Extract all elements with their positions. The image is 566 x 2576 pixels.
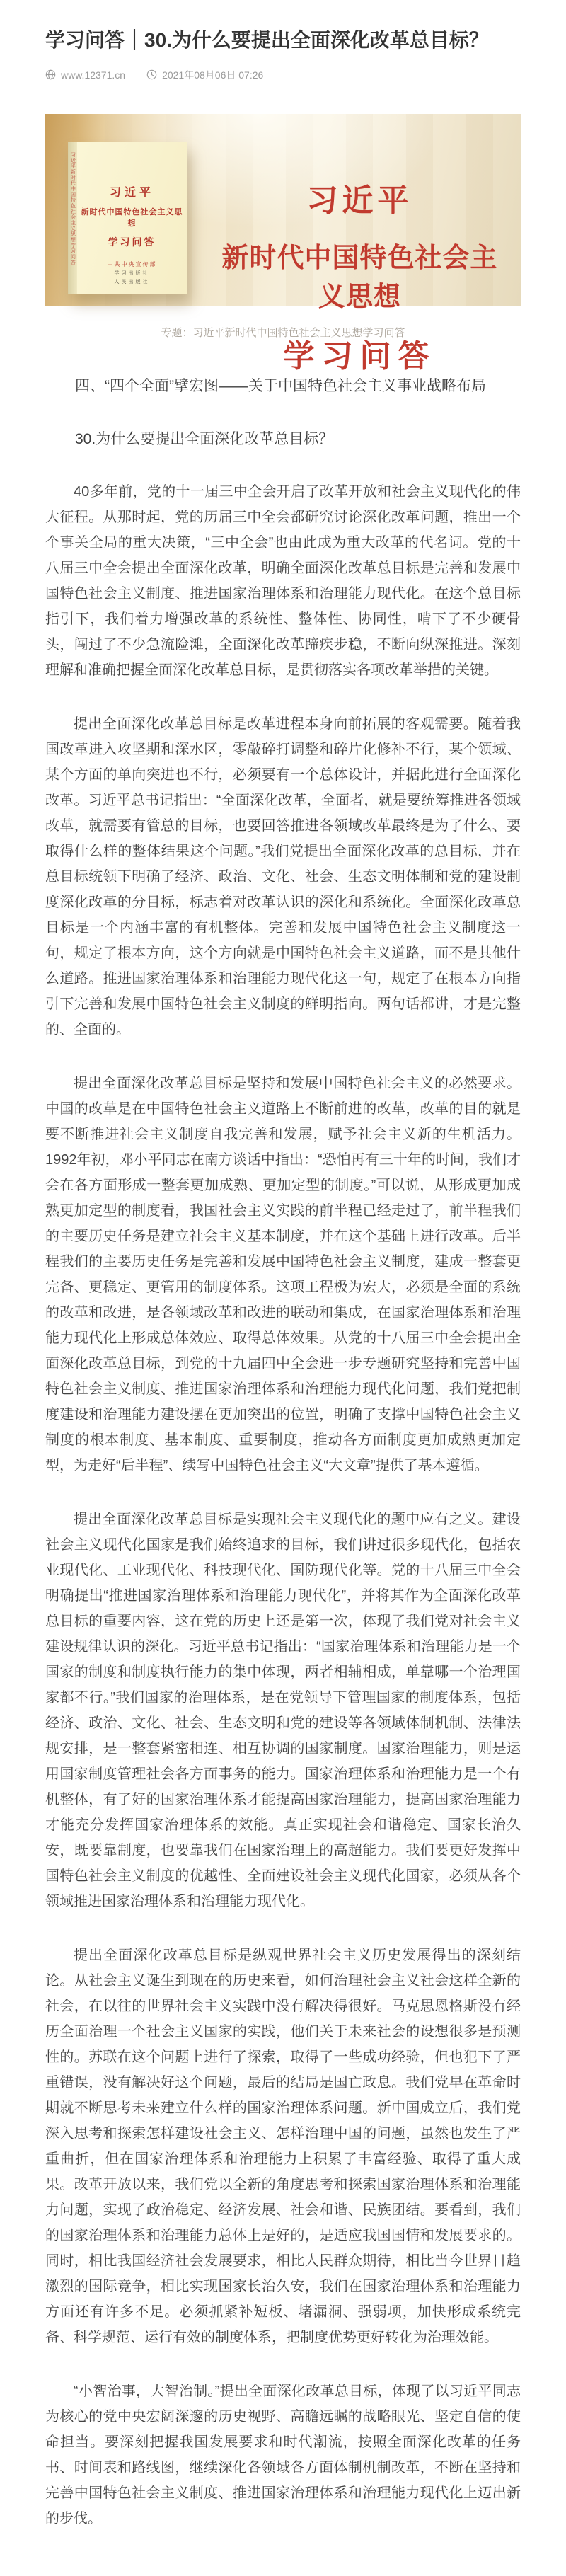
article-paragraph: “小智治事，大智治制。”提出全面深化改革总目标，体现了以习近平同志为核心的党中央宏阔深邃的历史视野、高瞻远瞩的战略眼光、坚定自信的使命担当。要深刻把握我国发展要求和时代潮流，按照全面深化改革的任务书、时间表和路线图，继续深化各领域各方面体制机制改革，不断在坚持和完善中国特色社会主义制度、推进国家治理体系和治理能力现代化上迈出新的步伐。 xyxy=(45,2383,521,2526)
book-cover-illustration xyxy=(68,142,187,294)
banner-headline xyxy=(212,175,508,376)
book-cover-title-line1: 习近平 xyxy=(109,186,154,199)
page-title: 学习问答｜30.为什么要提出全面深化改革总目标？ xyxy=(45,29,489,51)
meta-source xyxy=(45,69,125,81)
meta-source-text: www.12371.cn xyxy=(61,69,126,81)
meta-datetime xyxy=(146,68,263,82)
banner-headline-line2: 新时代中国特色社会主义思想 xyxy=(221,243,498,312)
book-cover-press: 中共中央宣传部 xyxy=(107,260,157,268)
banner-headline-line1: 习近平 xyxy=(306,183,413,218)
article-paragraph: 提出全面深化改革总目标是实现社会主义现代化的题中应有之义。建设社会主义现代化国家是我们始终追求的目标，我们讲过很多现代化，包括农业现代化、工业现代化、科技现代化、国防现代化等。党的十八届三中全会明确提出“推进国家治理体系和治理能力现代化”，并将其作为全面深化改革总目标的重要内容，这在党的历史上还是第一次，体现了我们党对社会主义建设规律认识的深化。习近平总书记指出：“国家治理体系和治理能力是一个国家的制度和制度执行能力的集中体现，两者相辅相成，单靠哪一个治理国家都不行。”我们国家的治理体系，是在党领导下管理国家的制度体系，包括经济、政治、文化、社会、生态文明和党的建设等各领域体制机制、法律法规安排，是一整套紧密相连、相互协调的国家制度。国家治理能力，则是运用国家制度管理社会各方面事务的能力。国家治理体系和治理能力是一个有机整体，有了好的国家治理体系才能提高国家治理能力，提高国家治理能力才能充分发挥国家治理体系的效能。真正实现社会和谐稳定、国家长治久安，既要靠制度，也要靠我们在国家治理上的高超能力。我们要更好发挥中国特色社会主义制度的优越性、全面建设社会主义现代化国家，必须从各个领域推进国家治理体系和治理能力现代化。 xyxy=(45,1511,521,1909)
book-cover-publisher xyxy=(77,270,187,285)
section-heading: 四、“四个全面”擘宏图——关于中国特色社会主义事业战略布局 xyxy=(75,377,486,394)
article-paragraph: 提出全面深化改革总目标是坚持和发展中国特色社会主义的必然要求。中国的改革是在中国特色社会主义道路上不断前进的改革，改革的目的就是要不断推进社会主义制度自我完善和发展，赋予社会主义新的生机活力。1992年初，邓小平同志在南方谈话中指出：“恐怕再有三十年的时间，我们才会在各方面形成一整套更加成熟、更加定型的制度。”可以说，从形成更加成熟更加定型的制度看，我国社会主义实践的前半程已经走过了，前半程我们的主要历史任务是建立社会主义基本制度，并在这个基础上进行改革。后半程我们的主要历史任务是完善和发展中国特色社会主义制度，建成一整套更完备、更稳定、更管用的制度体系。这项工程极为宏大，必须是全面的系统的改革和改进，是各领域改革和改进的联动和集成，在国家治理体系和治理能力现代化上形成总体效应、取得总体效果。从党的十八届三中全会提出全面深化改革总目标，到党的十九届四中全会进一步专题研究坚持和完善中国特色社会主义制度、推进国家治理体系和治理能力现代化问题，我们党把制度建设和治理能力建设摆在更加突出的位置，明确了支撑中国特色社会主义制度的根本制度、基本制度、重要制度，推动各方面制度更加成熟更加定型，为走好“后半程”、续写中国特色社会主义“大文章”提供了基本遵循。 xyxy=(45,1075,521,1473)
globe-icon xyxy=(45,69,56,80)
book-spine xyxy=(68,142,77,294)
article-paragraph: 提出全面深化改革总目标是纵观世界社会主义历史发展得出的深刻结论。从社会主义诞生到现在的历史来看，如何治理社会主义社会这样全新的社会，在以往的世界社会主义实践中没有解决得很好。马克思恩格斯没有经历全面治理一个社会主义国家的实践，他们关于未来社会的设想很多是预测性的。苏联在这个问题上进行了探索，取得了一些成功经验，但也犯下了严重错误，没有解决好这个问题，最后的结局是国亡政息。我们党早在革命时期就不断思考未来建立什么样的国家治理体系问题。新中国成立后，我们党深入思考和探索怎样建设社会主义、怎样治理中国的问题，虽然也发生了严重曲折，但在国家治理体系和治理能力上积累了丰富经验、取得了重大成果。改革开放以来，我们党以全新的角度思考和探索国家治理体系和治理能力问题，实现了政治稳定、经济发展、社会和谐、民族团结。要看到，我们的国家治理体系和治理能力总体上是好的，是适应我国国情和发展要求的。同时，相比我国经济社会发展要求，相比人民群众期待，相比当今世界日趋激烈的国际竞争，相比实现国家长治久安，我们在国家治理体系和治理能力方面还有许多不足。必须抓紧补短板、堵漏洞、强弱项，加快形成系统完备、科学规范、运行有效的制度体系，把制度优势更好转化为治理效能。 xyxy=(45,1947,521,2345)
book-cover-title-line2: 新时代中国特色社会主义思想 xyxy=(81,207,183,228)
article-paragraph: 提出全面深化改革总目标是改革进程本身向前拓展的客观需要。随着我国改革进入攻坚期和深水区，零敲碎打调整和碎片化修补不行，某个领域、某个方面的单向突进也不行，必须要有一个总体设计，并据此进行全面深化改革。习近平总书记指出：“全面深化改革，全面者，就是要统筹推进各领域改革，就需要有管总的目标，也要回答推进各领域改革最终是为了什么、要取得什么样的整体结果这个问题。”我们党提出全面深化改革的总目标，并在总目标统领下明确了经济、政治、文化、社会、生态文明体制和党的建设制度深化改革的分目标，标志着对改革认识的深化和系统化。全面深化改革总目标是一个内涵丰富的有机整体。完善和发展中国特色社会主义制度这一句，规定了根本方向，这个方向就是中国特色社会主义道路，而不是其他什么道路。推进国家治理体系和治理能力现代化这一句，规定了在根本方向指引下完善和发展中国特色社会主义制度的鲜明指向。两句话都讲，才是完整的、全面的。 xyxy=(45,715,521,1037)
banner-caption: 专题：习近平新时代中国特色社会主义思想学习问答 xyxy=(161,326,405,339)
banner-headline-line3: 学习问答 xyxy=(283,338,437,374)
book-front-cover xyxy=(77,142,187,294)
clock-icon xyxy=(146,69,157,80)
article-meta xyxy=(45,68,521,82)
book-spine-text: 习近平新时代中国特色社会主义思想学习问答 xyxy=(70,151,76,265)
book-publisher-line2: 人民出版社 xyxy=(114,279,150,284)
meta-datetime-text: 2021年08月06日 07:26 xyxy=(162,69,264,81)
book-cover-title-line3: 学习问答 xyxy=(108,237,156,248)
book-publisher-line1: 学习出版社 xyxy=(114,271,150,277)
question-heading: 30.为什么要提出全面深化改革总目标？ xyxy=(75,431,334,448)
article-body xyxy=(45,479,521,2531)
article-paragraph: 40多年前，党的十一届三中全会开启了改革开放和社会主义现代化的伟大征程。从那时起，党的历届三中全会都研究讨论深化改革问题，推出一个个事关全局的重大决策，“三中全会”也由此成为重大改革的代名词。党的十八届三中全会提出全面深化改革，明确全面深化改革总目标是完善和发展中国特色社会主义制度、推进国家治理体系和治理能力现代化。在这个总目标指引下，我们着力增强改革的系统性、整体性、协同性，啃下了不少硬骨头，闯过了不少急流险滩，全面深化改革蹄疾步稳，不断向纵深推进。深刻理解和准确把握全面深化改革总目标，是贯彻落实各项改革举措的关键。 xyxy=(45,483,521,678)
